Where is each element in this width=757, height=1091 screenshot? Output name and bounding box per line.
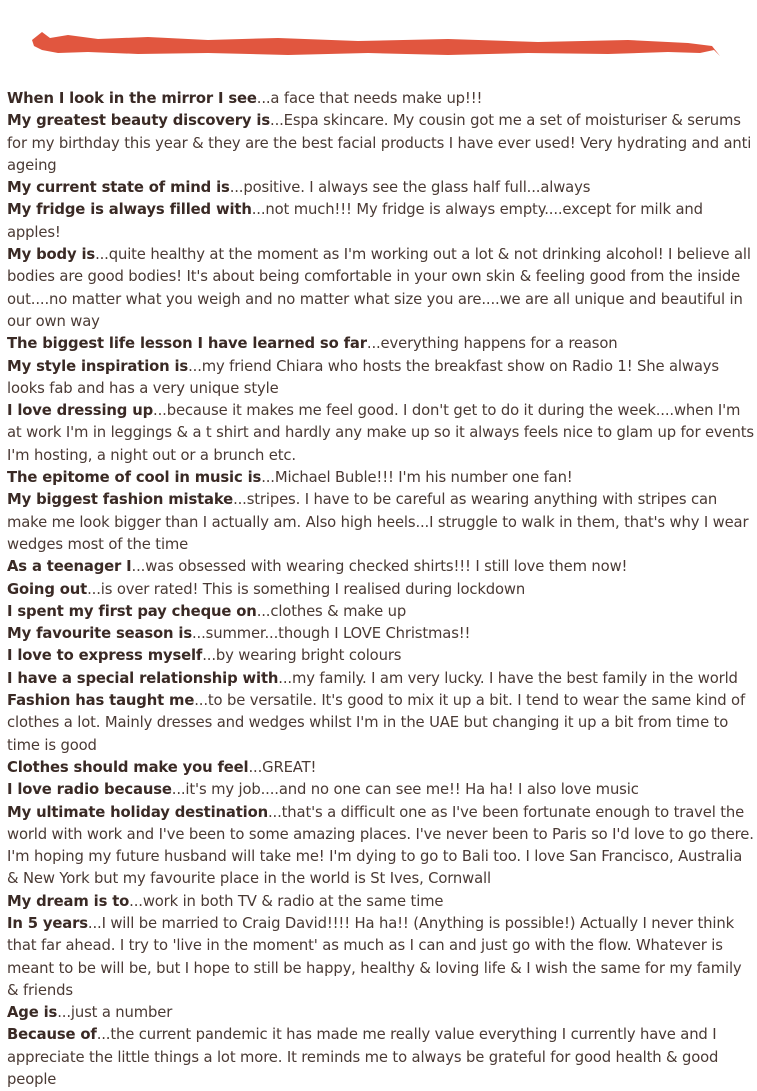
answer-text: ...Michael Buble!!! I'm his number one fan! [261,469,573,487]
qa-item [7,623,755,645]
question-prompt: I spent my first pay cheque on [7,602,257,620]
qa-item [7,1024,755,1091]
answer-text: ...GREAT! [248,758,317,776]
qa-item [7,489,755,556]
question-prompt: My dream is to [7,892,130,910]
qa-item [7,199,755,244]
qa-item [7,110,755,177]
answer-text: ...was obsessed with wearing checked shirts!!! I still love them now! [131,558,628,576]
answer-text: ...it's my job....and no one can see me!! Ha ha! I also love music [171,781,639,799]
question-prompt: Because of [7,1026,97,1044]
qa-item [7,913,755,1002]
question-prompt: In 5 years [7,914,88,932]
qa-item [7,333,755,355]
answer-text: ...summer...though I LOVE Christmas!! [192,625,471,643]
qa-item [7,177,755,199]
answer-text: ...clothes & make up [256,602,407,620]
answer-text: ...my family. I am very lucky. I have the best family in the world [278,669,738,687]
question-prompt: I have a special relationship with [7,669,279,687]
qa-item [7,601,755,623]
question-prompt: Age is [7,1004,58,1022]
answer-text: ...I will be married to Craig David!!!! Ha ha!! (Anything is possible!) Actually I never think that far ahead. I try to 'live in the moment' as much as I can and just go with the flow. Whatever is meant to be will be, but I hope to still be happy, healthy & loving life & I wish the same for my family & friends [7,914,742,999]
answer-text: ...just a number [57,1004,173,1022]
question-prompt: I love dressing up [7,402,154,420]
answer-text: ...that's a difficult one as I've been fortunate enough to travel the world with work and I've been to some amazing places. I've never been to Paris so I'd love to go there. I'm hoping my future husband will take me! I'm dying to go to Bali too. I love San Francisco, Australia & New York but my favourite place in the world is St Ives, Cornwall [7,803,754,888]
qa-item [7,757,755,779]
questionnaire [7,88,755,1091]
question-prompt: My greatest beauty discovery is [7,112,271,130]
question-prompt: I love radio because [7,781,172,799]
answer-text: ...work in both TV & radio at the same time [129,892,444,910]
answer-text: ...to be versatile. It's good to mix it up a bit. I tend to wear the same kind of clothes a lot. Mainly dresses and wedges whilst I'm in the UAE but changing it up a bit from time to time is good [7,692,746,754]
question-prompt: Going out [7,580,88,598]
answer-text: ...is over rated! This is something I realised during lockdown [87,580,526,598]
qa-item [7,400,755,467]
question-prompt: My fridge is always filled with [7,201,252,219]
qa-item [7,645,755,667]
qa-item [7,244,755,333]
qa-item [7,668,755,690]
question-prompt: My body is [7,246,96,264]
qa-item [7,779,755,801]
answer-text: ...my friend Chiara who hosts the breakfast show on Radio 1! She always looks fab and has a very unique style [7,357,719,397]
question-prompt: Clothes should make you feel [7,758,249,776]
qa-item [7,556,755,578]
question-prompt: My favourite season is [7,625,192,643]
question-prompt: The epitome of cool in music is [7,469,262,487]
answer-text: ...quite healthy at the moment as I'm working out a lot & not drinking alcohol! I believe all bodies are good bodies! It's about being comfortable in your own skin & feeling good from the inside out....no matter what you weigh and no matter what size you are....we are all unique and beautiful in our own way [7,246,751,330]
brush-stroke-divider [28,26,722,62]
qa-item [7,467,755,489]
question-prompt: My style inspiration is [7,357,189,375]
question-prompt: When I look in the mirror I see [7,90,257,107]
answer-text: ...by wearing bright colours [202,647,402,665]
question-prompt: My biggest fashion mistake [7,491,234,509]
question-prompt: My current state of mind is [7,179,230,197]
answer-text: ...stripes. I have to be careful as wearing anything with stripes can make me look bigger than I actually am. Also high heels...I struggle to walk in them, that's why I wear wedges most of the time [7,491,749,553]
answer-text: ...not much!!! My fridge is always empty....except for milk and apples! [7,201,703,241]
answer-text: ...positive. I always see the glass half full...always [229,179,591,197]
qa-item [7,88,755,110]
question-prompt: Fashion has taught me [7,692,195,710]
answer-text: ...because it makes me feel good. I don't get to do it during the week....when I'm at work I'm in leggings & a t shirt and hardly any make up so it always feels nice to glam up for events I'm hosting, a night out or a brunch etc. [7,402,754,464]
answer-text: ...Espa skincare. My cousin got me a set of moisturiser & serums for my birthday this year & they are the best facial products I have ever used! Very hydrating and anti ageing [7,112,752,174]
question-prompt: I love to express myself [7,647,203,665]
answer-text: ...everything happens for a reason [366,335,618,353]
qa-item [7,891,755,913]
qa-item [7,579,755,601]
brush-stroke-shape [32,32,720,56]
qa-item [7,356,755,401]
question-prompt: The biggest life lesson I have learned so far [7,335,367,353]
qa-item [7,1002,755,1024]
answer-text: ...a face that needs make up!!! [256,90,483,107]
question-prompt: My ultimate holiday destination [7,803,268,821]
qa-item [7,690,755,757]
question-prompt: As a teenager I [7,558,132,576]
answer-text: ...the current pandemic it has made me really value everything I currently have and I appreciate the little things a lot more. It reminds me to always be grateful for good health & good people [7,1026,719,1089]
qa-item [7,802,755,891]
